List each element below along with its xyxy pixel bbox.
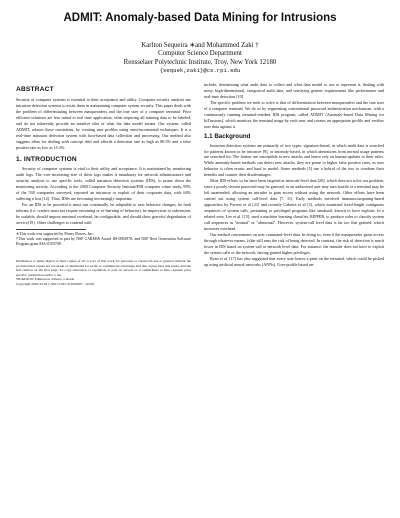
- abstract-heading: ABSTRACT: [16, 86, 54, 93]
- conference-line: SIGKDD 02 Edmonton, Alberta, Canada: [16, 277, 75, 282]
- background-heading: 1.1 Background: [204, 132, 251, 140]
- paper-title: ADMIT: Anomaly-based Data Mining for Intrusions: [63, 12, 337, 24]
- author-block: [0, 42, 400, 76]
- footnote-1: ∗This work was supported by Pitney Bowes, Inc.: [16, 232, 94, 237]
- left-column: [16, 82, 191, 514]
- right-column: [204, 82, 384, 514]
- body-paragraph: include, determining what audit data to collect and what data model to use to represent it, dealing with noisy, high-dimensional, categorical audit data, and satisfying generic requirements like performance and real-time detection [10].: [204, 82, 384, 99]
- author-department: Computer Science Department: [158, 50, 242, 58]
- copyright-line: Copyright 2002 ACM 1-58113-567-X/02/0007 ...$5.00.: [16, 282, 95, 287]
- author-names: Karlton Sequeira ∗and Mohammed Zaki †: [141, 42, 259, 49]
- body-paragraph: Most IDS efforts so far have been targeted at network-level data [20], which does not solve our problem, since a poorly chosen password may be guessed, or an authorized user may turn hostile or a terminal may be left unattended, allowing an intruder to gain access without using the network. Other efforts have been carried out using system call-level data [7, 11]. Early methods involved immunocomputing-based approaches by Forrest et al [21] and recently Cabrera et al [3], which examined fixed-length contiguous sequences of system calls, pertaining to privileged programs like sendmail, known to have exploits. In a related vein, Lee et al. [15], used a machine learning classifier, RIPPER, to produce rules to classify system call sequences as "normal" or "abnormal". However, system-call level data is far too fine grained, which increases overhead.: [204, 178, 384, 231]
- author-email: {sequek,zaki}@cs.rpi.edu: [159, 67, 241, 75]
- body-paragraph: The specific problem we seek to solve is that of differentiation between masqueraders and the true user of a computer terminal. We do so by segmenting conventional password authentication mechanism, with a continuously running terminal-resident IDS program, called ADMIT (Anomaly-based Data Mining for InTrusions), which monitors the terminal usage by each user and creates an appropriate profile and verifies user data against it.: [204, 99, 384, 129]
- author-institution: Rensselaer Polytechnic Institute, Troy, New York 12180: [123, 58, 277, 66]
- intro-paragraph: For an IDS to be powerful it must run continually, be adaptable to new behavior changes, be fault tolerant (i.e, crashes must not require retraining or re-learning of behavior), be impervious to subversion, be scalable, should impose minimal overhead, be configurable, and should show graceful degradation of service[19]. Other challenges to contend with: [16, 202, 191, 226]
- intro-paragraph: Security of computer systems is vital to their utility and acceptance. It is maintained by monitoring audit logs. The ever-increasing size of these logs makes it mandatory for network administrators and security analysts to use specific tools, called intrusion detection systems (IDS), to prune down the monitoring activity. According to the 2000 Computer Security Institute/FBI computer crime study, 85% of the 538 companies surveyed, reported an intrusion or exploit of their corporate data, with 64% suffering a loss [12]. Thus, IDSs are becoming increasingly important.: [16, 166, 191, 202]
- introduction-heading: 1. INTRODUCTION: [16, 155, 77, 163]
- body-paragraph: Our method concentrates on user command-level data. In doing so, even if the masquerader gains access through whatever means, (s)he still runs the risk of being detected. In contrast, the risk of detection is much lower in IDS based on system-call or network level data. For instance, the intruder does not have to exploit the system calls or the network, having gained higher privileges.: [204, 231, 384, 255]
- footnote-2: †This work was supported in part by NSF CAREER Award IIS-0092978, and NSF Next Generation Software Program grant EIA-0103708.: [16, 237, 191, 247]
- body-paragraph: Ryan et al. [17] has also suggested that every user leaves a print on the terminal, which could be picked up using artificial neural networks (ANNs). User-profile based an-: [204, 255, 384, 267]
- body-paragraph: Intrusion detection systems are primarily of two types: signature-based, in which audit data is searched for patterns known to be intrusive [9], or anomaly-based, in which aberrations from normal usage patterns are searched for. The former are susceptible to new attacks and hence rely on human updates to their rules. While anomaly-based methods can detect new attacks, they are prone to higher false positive rates, as user behavior is often erratic and hard to model. Some methods [5] use a hybrid of the two to combine their benefits and counter their disadvantages.: [204, 142, 384, 178]
- abstract-text: Security of computer systems is essential to their acceptance and utility. Computer security analysts use intrusion detection systems to assist them in maintaining computer system security. This paper deals with the problem of differentiating between masqueraders and the true user of a computer terminal. Prior efficient solutions are less suited to real time application, often requiring all training data to be labeled, and do not inherently provide an intuitive idea of what the data model means. Our system, called ADMIT, relaxes these constraints, by creating user profiles using semi-incremental techniques. It is a real-time intrusion detection system with host-based data collection and processing. Our method also suggests ideas for dealing with concept drift and affords a detection rate as high as 80.3% and a false positive rate as low as 15.3%.: [16, 96, 191, 150]
- permission-notice: Permission to make digital or hard copies of all or part of this work for personal or classroom use is granted without fee provided that copies are not made or distributed for profit or commercial advantage and that copies bear this notice and the full citation on the first page. To copy otherwise, to republish, to post on servers or to redistribute to lists, requires prior specific permission and/or a fee.: [16, 259, 191, 277]
- footnote-rule: [16, 229, 86, 230]
